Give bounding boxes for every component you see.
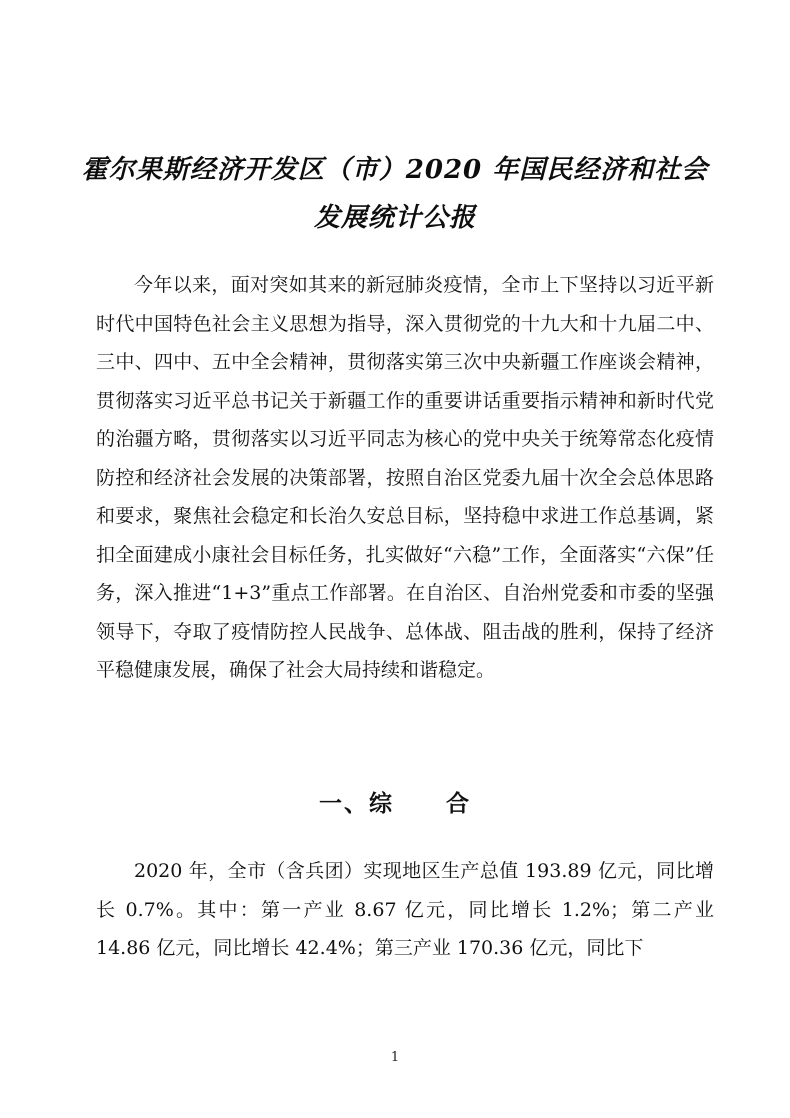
section-paragraph: 2020 年，全市（含兵团）实现地区生产总值 193.89 亿元，同比增长 0.7%。其中：第一产业 8.67 亿元，同比增长 1.2%；第二产业 14.86 亿元，同比增长 42.4%；第三产业 170.36 亿元，同比下 (96, 860, 714, 959)
document-title-line-2: 发展统计公报 (313, 203, 476, 233)
document-title-line-1: 霍尔果斯经济开发区（市）2020 年国民经济和社会 (81, 155, 709, 185)
intro-paragraph: 今年以来，面对突如其来的新冠肺炎疫情，全市上下坚持以习近平新时代中国特色社会主义思想为指导，深入贯彻党的十九大和十九届二中、三中、四中、五中全会精神，贯彻落实第三次中央新疆工作座谈会精神，贯彻落实习近平总书记关于新疆工作的重要讲话重要指示精神和新时代党的治疆方略，贯彻落实以习近平同志为核心的党中央关于统筹常态化疫情防控和经济社会发展的决策部署，按照自治区党委九届十次全会总体思路和要求，聚焦社会稳定和长治久安总目标，坚持稳中求进工作总基调，紧扣全面建成小康社会目标任务，扎实做好“六稳”工作，全面落实“六保”任务，深入推进“1+3”重点工作部署。在自治区、自治州党委和市委的坚强领导下，夺取了疫情防控人民战争、总体战、阻击战的胜利，保持了经济平稳健康发展，确保了社会大局持续和谐稳定。 (96, 274, 714, 681)
page-number: 1 (390, 1050, 400, 1065)
section-heading-prefix: 一、综 (319, 791, 394, 817)
section-heading-suffix: 合 (446, 791, 471, 817)
section-heading-comprehensive (80, 786, 710, 822)
